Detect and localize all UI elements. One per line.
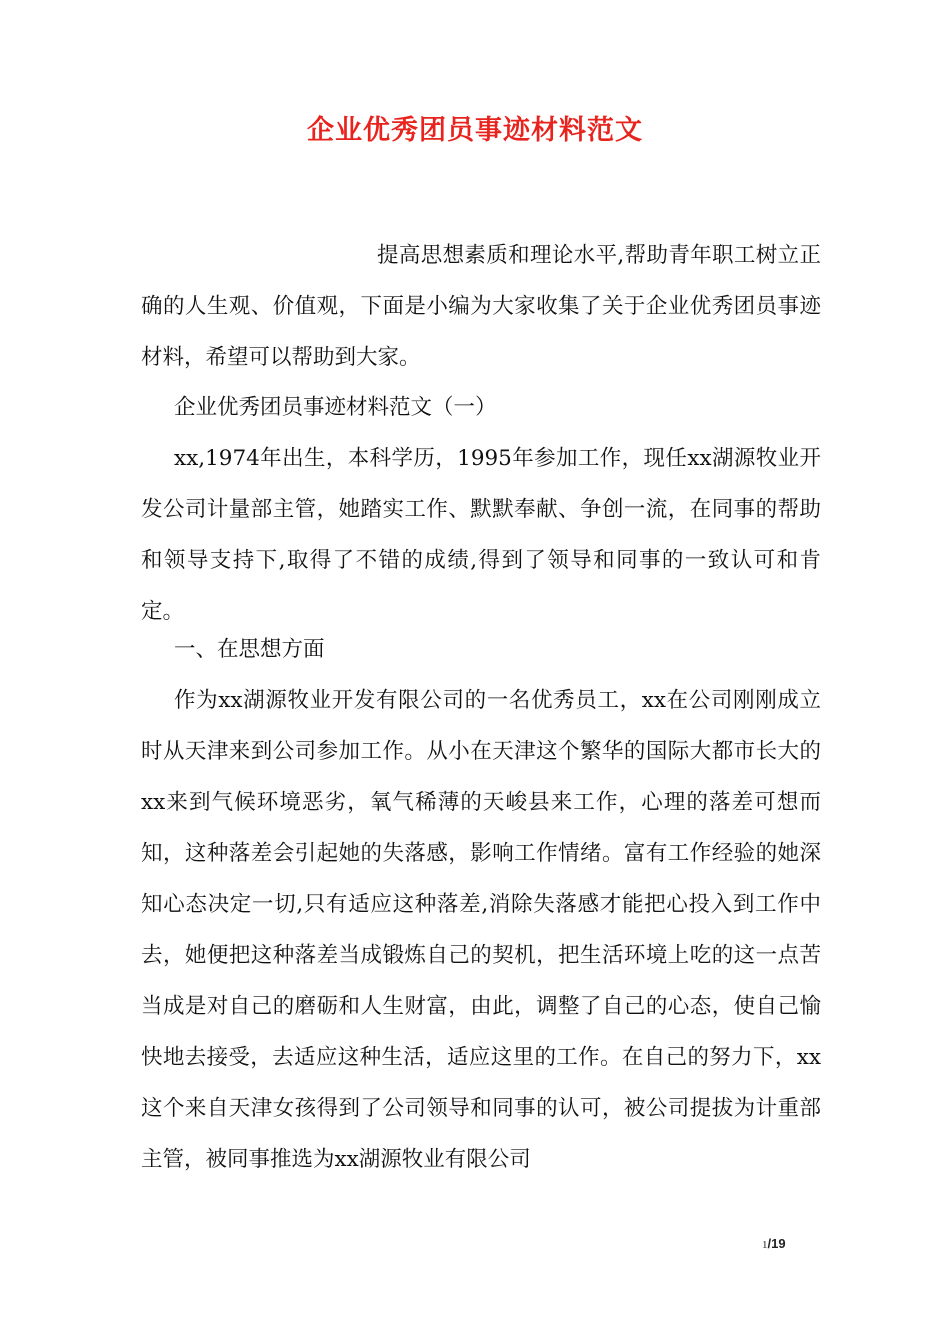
profile-paragraph: xx,1974年出生，本科学历，1995年参加工作，现任xx湖源牧业开发公司计量部主管，她踏实工作、默默奉献、争创一流，在同事的帮助和领导支持下,取得了不错的成绩,得到了领导和同事的一致认可和肯定。 xyxy=(141,446,821,624)
page-current: 1 xyxy=(762,1239,768,1251)
subheading-thought: 一、在思想方面 xyxy=(174,637,325,662)
thought-paragraph: 作为xx湖源牧业开发有限公司的一名优秀员工，xx在公司刚刚成立时从天津来到公司参加工作。从小在天津这个繁华的国际大都市长大的xx来到气候环境恶劣，氧气稀薄的天峻县来工作，心理的落差可想而知，这种落差会引起她的失落感，影响工作情绪。富有工作经验的她深知心态决定一切,只有适应这种落差,消除失落感才能把心投入到工作中去，她便把这种落差当成锻炼自己的契机，把生活环境上吃的这一点苦当成是对自己的磨砺和人生财富，由此，调整了自己的心态，使自己愉快地去接受，去适应这种生活，适应这里的工作。在自己的努力下，xx这个来自天津女孩得到了公司领导和同事的认可，被公司提拔为计重部主管，被同事推选为xx湖源牧业有限公司 xyxy=(141,688,821,1172)
document-title: 企业优秀团员事迹材料范文 xyxy=(307,115,643,146)
page-number xyxy=(762,1236,786,1251)
intro-paragraph: 提高思想素质和理论水平,帮助青年职工树立正确的人生观、价值观，下面是小编为大家收集了关于企业优秀团员事迹材料，希望可以帮助到大家。 xyxy=(141,243,821,370)
section-heading-one: 企业优秀团员事迹材料范文（一） xyxy=(174,395,497,420)
page-total: /19 xyxy=(767,1236,786,1251)
